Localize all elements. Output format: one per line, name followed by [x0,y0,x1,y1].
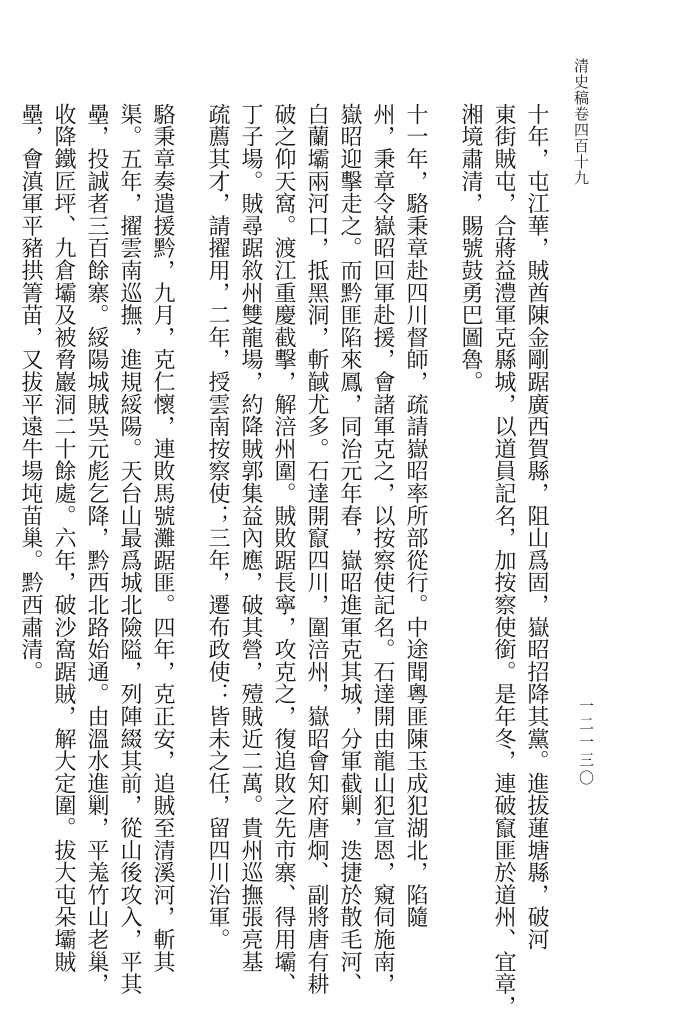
text-column: 破之仰天窩。渡江重慶截擊，解涪州圍。賊敗踞長寧，攻克之，復追敗之先市寨、得用壩、 [271,103,296,995]
text-column: 渠。五年，擢雲南巡撫，進規綏陽。天台山最爲城北險隘，列陣綴其前，從山後攻入，平其 [117,103,142,995]
text-column: 嶽昭迎擊走之。而黔匪陷來鳳，同治元年春，嶽昭進軍克其城，分軍截剿，迭捷於散毛河、 [337,103,362,995]
page-number: 一二一三〇 [577,698,595,788]
text-column: 湘境肅清，賜號鼓勇巴圖魯。 [458,103,483,393]
running-header-title: 清史稿卷四百十九 [572,58,590,186]
vertical-text-body [14,103,553,1017]
text-column: 十年，屯江華，賊酋陳金剛踞廣西賀縣，阻山爲固，嶽昭招降其黨。進拔蓮塘縣，破河 [524,103,549,951]
text-column: 壘，會滇軍平豬拱箐苗，又拔平遠牛場坉苗巢。黔西肅清。 [18,103,43,683]
text-column: 州，秉章令嶽昭回軍赴援，會諸軍克之，以按察使記名。石達開由龍山犯宣恩，窺伺施南， [370,103,395,995]
text-column: 白蘭壩兩河口，抵黑洞，斬馘尤多。石達開竄四川，圍涪州，嶽昭會知府唐炯、副將唐有耕 [304,103,329,995]
text-column: 收降鐵匠坪、九倉壩及被脅巖洞二十餘處。六年，破沙窩踞賊，解大定圍。拔大屯朵壩賊 [51,103,76,973]
text-column: 疏薦其才，請擢用，二年，授雲南按察使；三年，遷布政使：皆未之任，留四川治軍。 [205,103,230,951]
text-column: 壘，投誠者三百餘寨。綏陽城賊吳元彪乞降，黔西北路始通。由溫水進剿，平羗竹山老巢， [84,103,109,995]
text-column: 駱秉章奏遣援黔，九月，克仁懷，連敗馬號灘踞匪。四年，克正安，追賊至清溪河，斬其 [150,103,175,973]
text-column: 東街賊屯，合蔣益澧軍克縣城，以道員記名，加按察使銜。是年冬，連破竄匪於道州、宜章， [491,103,516,1017]
text-column: 十一年，駱秉章赴四川督師，疏請嶽昭率所部從行。中途聞粵匪陳玉成犯湖北，陷隨 [403,103,428,929]
text-column: 丁子場。賊尋踞敘州雙龍場，約降賊郭集益內應，破其營，殪賊近二萬。貴州巡撫張亮基 [238,103,263,973]
